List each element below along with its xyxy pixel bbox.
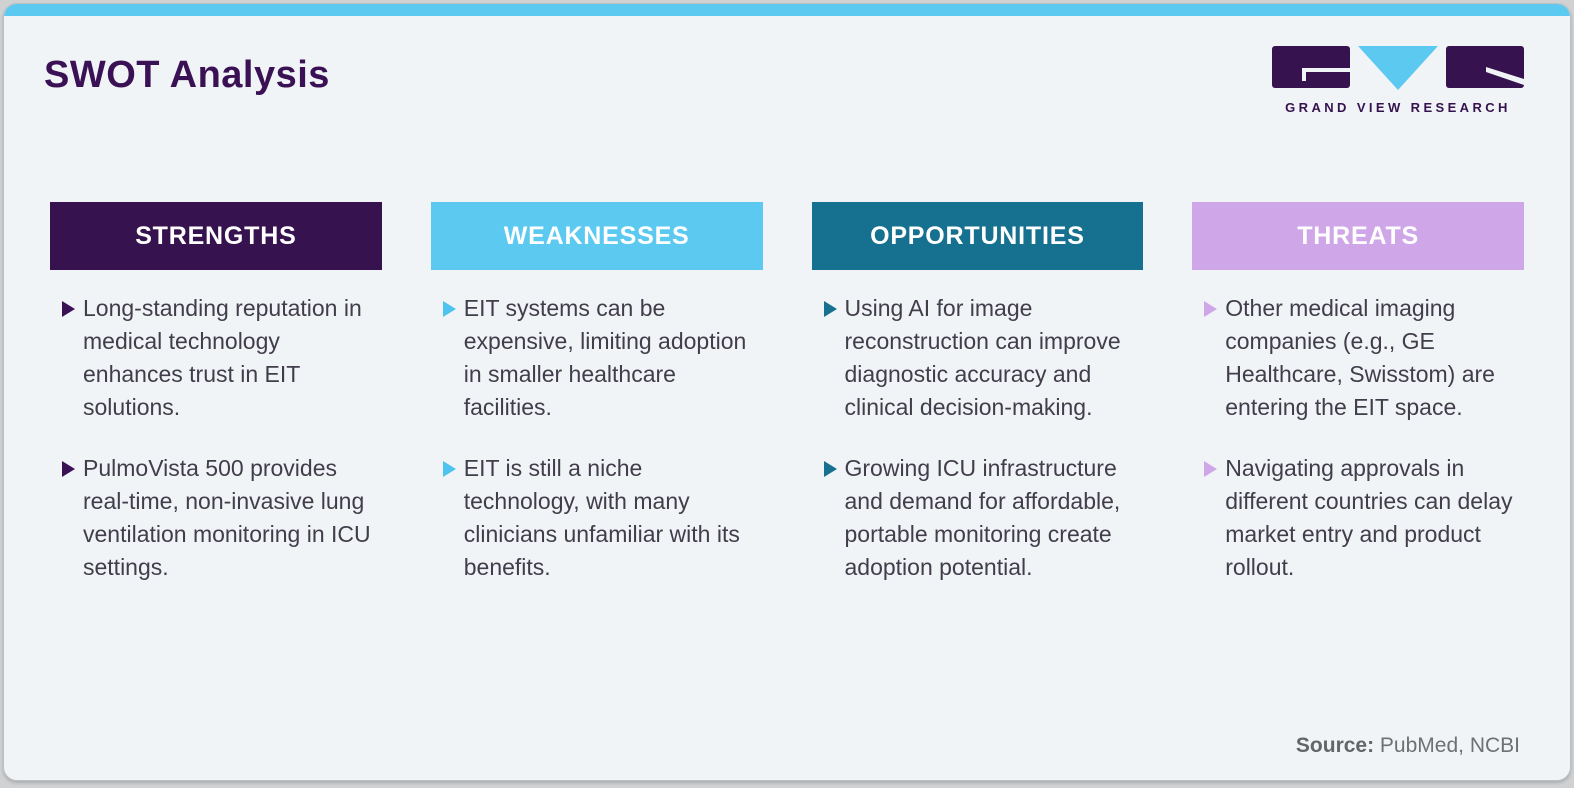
triangle-bullet-icon xyxy=(62,301,75,317)
list-item-text: EIT systems can be expensive, limiting adoption in smaller healthcare facilities. xyxy=(463,295,747,420)
column-weaknesses xyxy=(431,202,763,612)
weaknesses-items xyxy=(431,292,763,584)
column-strengths xyxy=(50,202,382,612)
opportunities-header: OPPORTUNITIES xyxy=(812,202,1144,270)
threats-items xyxy=(1192,292,1524,584)
list-item-text: Growing ICU infrastructure and demand for affordable, portable monitoring create adoption potential. xyxy=(844,455,1121,580)
opportunities-items xyxy=(812,292,1144,584)
list-item-text: Long-standing reputation in medical technology enhances trust in EIT solutions. xyxy=(83,295,362,420)
gvr-logo-icon xyxy=(1272,46,1524,90)
gvr-g-block-icon xyxy=(1272,46,1350,88)
top-accent-bar xyxy=(4,4,1570,16)
page-title: SWOT Analysis xyxy=(44,54,330,96)
triangle-bullet-icon xyxy=(824,301,837,317)
list-item-text: Using AI for image reconstruction can improve diagnostic accuracy and clinical decision-making. xyxy=(844,295,1121,420)
list-item xyxy=(62,452,382,584)
weaknesses-header: WEAKNESSES xyxy=(431,202,763,270)
triangle-bullet-icon xyxy=(62,461,75,477)
list-item xyxy=(824,292,1144,424)
swot-columns xyxy=(50,202,1524,612)
triangle-bullet-icon xyxy=(443,461,456,477)
list-item xyxy=(62,292,382,424)
header-row xyxy=(4,16,1570,116)
triangle-bullet-icon xyxy=(1204,461,1217,477)
list-item-text: Navigating approvals in different countries can delay market entry and product rollout. xyxy=(1225,455,1513,580)
gvr-r-block-icon xyxy=(1446,46,1524,88)
triangle-bullet-icon xyxy=(443,301,456,317)
list-item-text: EIT is still a niche technology, with many clinicians unfamiliar with its benefits. xyxy=(463,455,740,580)
strengths-items xyxy=(50,292,382,584)
grand-view-research-logo xyxy=(1272,46,1524,115)
threats-header: THREATS xyxy=(1192,202,1524,270)
swot-card xyxy=(3,3,1571,781)
triangle-bullet-icon xyxy=(1204,301,1217,317)
triangle-bullet-icon xyxy=(824,461,837,477)
list-item-text: Other medical imaging companies (e.g., GE Healthcare, Swisstom) are entering the EIT space. xyxy=(1225,295,1495,420)
source-label: Source: xyxy=(1295,734,1375,757)
strengths-header: STRENGTHS xyxy=(50,202,382,270)
column-threats xyxy=(1192,202,1524,612)
list-item xyxy=(1204,452,1524,584)
gvr-v-triangle-icon xyxy=(1358,46,1438,90)
column-opportunities xyxy=(812,202,1144,612)
list-item xyxy=(443,292,763,424)
list-item xyxy=(824,452,1144,584)
source-value: PubMed, NCBI xyxy=(1374,734,1520,757)
source-attribution xyxy=(1296,734,1520,758)
logo-wordmark: GRAND VIEW RESEARCH xyxy=(1285,100,1511,115)
list-item xyxy=(443,452,763,584)
list-item-text: PulmoVista 500 provides real-time, non-invasive lung ventilation monitoring in ICU settings. xyxy=(83,455,371,580)
list-item xyxy=(1204,292,1524,424)
